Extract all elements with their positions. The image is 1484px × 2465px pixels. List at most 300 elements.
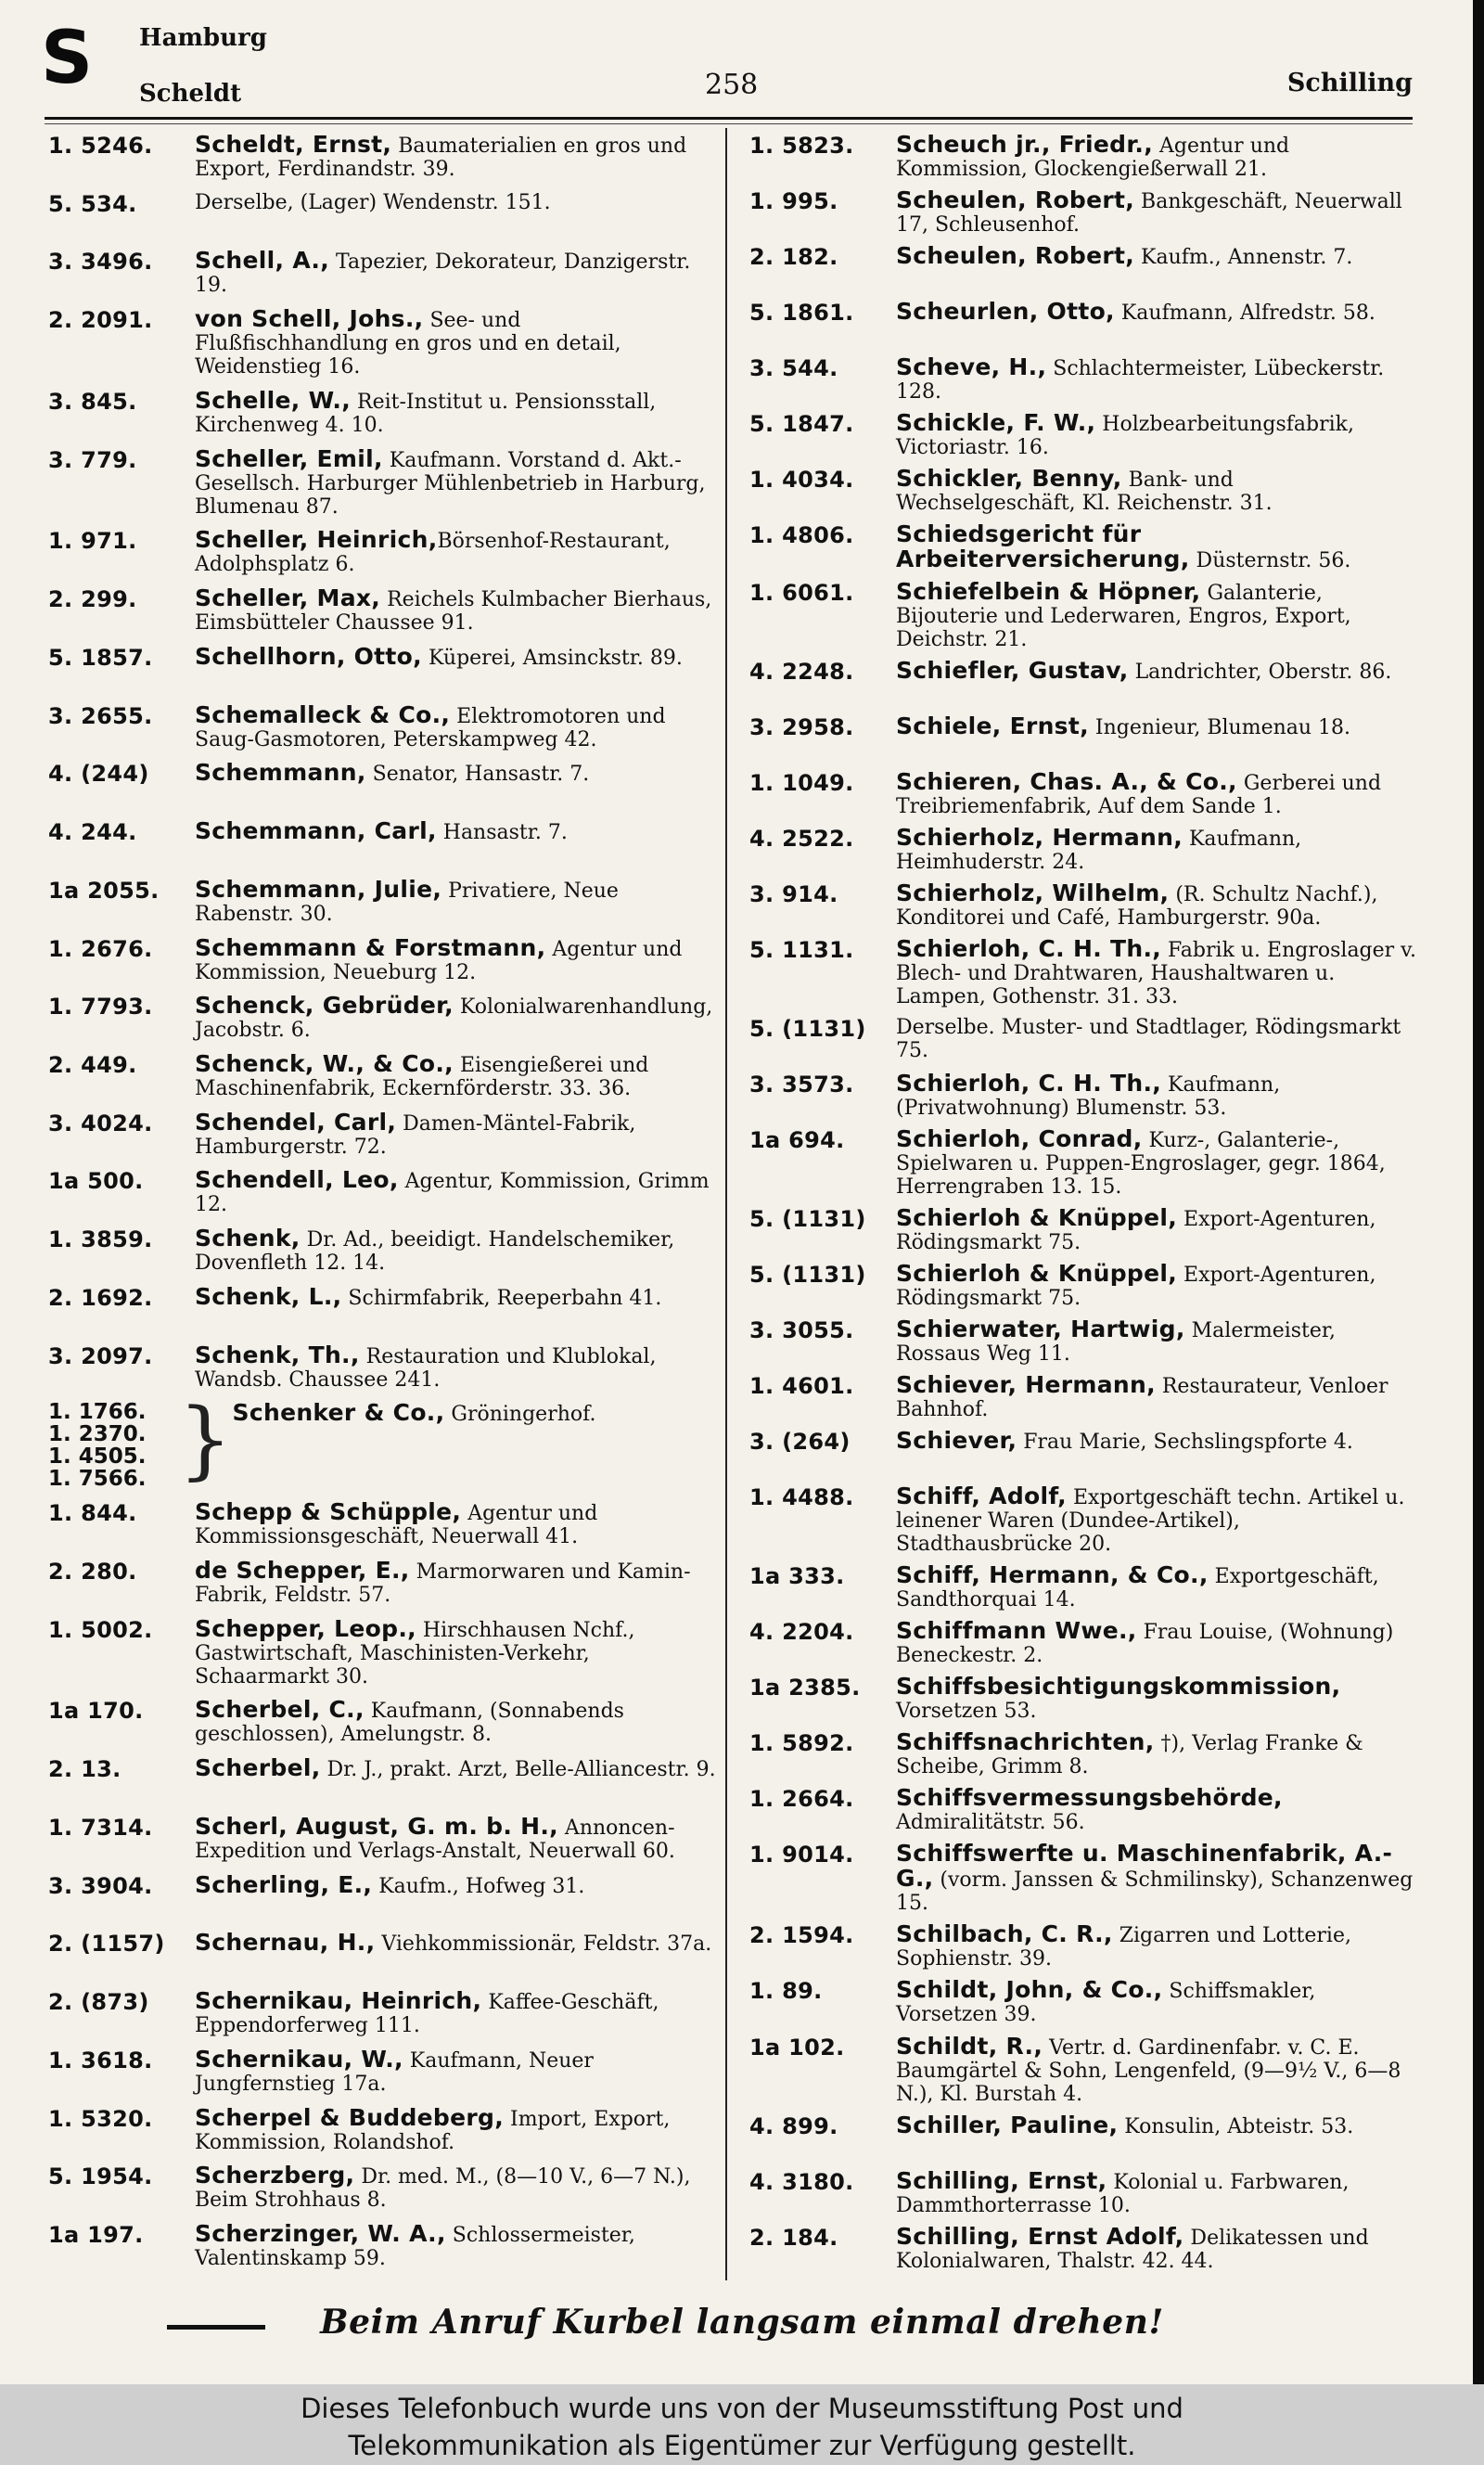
subscriber-details: Gerberei und Treibriemenfabrik, Auf dem Sande 1. [896,772,1382,819]
phone-number: 4. 2248. [749,659,854,686]
listing-entry [749,714,1417,763]
listing-text [195,1343,716,1392]
donation-caption [0,2384,1484,2465]
listing-entry [48,386,716,437]
listing-entry [749,1484,1417,1556]
listing-text [195,1108,716,1159]
subscriber-details: (R. Schultz Nachf.), Konditorei und Café, Hamburgerstr. 90a. [896,883,1378,931]
listing-entry [749,826,1417,874]
subscriber-details: Vorsetzen 53. [896,1700,1037,1724]
listing-text [195,191,716,214]
listing-entry [48,249,716,297]
listing-entry [48,1343,716,1392]
listing-text [896,937,1417,1008]
phone-number: 1. 971. [48,528,137,555]
listing-entry [749,300,1417,348]
listing-entry [48,1500,716,1548]
section-letter: S [41,17,94,100]
listing-entry [749,522,1417,572]
listing-text [195,994,716,1042]
subscriber-name: Schiffmann Wwe., [896,1617,1137,1645]
listing-entry [48,2045,716,2096]
listing-entry [48,1812,716,1863]
subscriber-name: von Schell, Johs., [195,305,424,333]
listing-text [896,1072,1417,1120]
brace-glyph: } [178,1390,233,1490]
subscriber-name: Schiff, Adolf, [896,1483,1067,1510]
subscriber-name: Schierloh, C. H. Th., [896,935,1162,963]
subscriber-details: Kaufmann, (Privatwohnung) Blumenstr. 53. [896,1073,1281,1121]
listing-text [896,188,1417,237]
listing-entry [749,1206,1417,1254]
listing-entry [749,1016,1417,1064]
subscriber-name: Schiller, Pauline, [896,2111,1119,2138]
left-column [48,133,716,2280]
phone-number: 2. 299. [48,586,137,613]
phone-number: 1a 102. [749,2034,845,2061]
phone-number: 1. 4806. [749,522,854,549]
subscriber-details: Kaufmann, Heimhuderstr. 24. [896,828,1302,875]
subscriber-details: Dr. Ad., beeidigt. Handelschemiker, Dovenfleth 12. 14. [195,1228,675,1276]
phone-number: 4. 244. [48,819,137,846]
listing-text [896,1978,1417,2026]
subscriber-details: Kaufmann, (Sonnabends geschlossen), Amelungstr. 8. [195,1700,624,1747]
listing-text [195,1698,716,1746]
subscriber-details: Schlachtermeister, Lübeckerstr. 128. [896,357,1385,404]
listing-entry [48,1226,716,1275]
phone-number: 4. 2522. [749,826,854,853]
subscriber-details: †), Verlag Franke & Scheibe, Grimm 8. [896,1732,1363,1779]
listing-text [896,2113,1417,2138]
listing-entry [749,1842,1417,1915]
phone-number: 1. 5823. [749,133,854,159]
listing-entry [48,1989,716,2037]
phone-number: 1. 1766. [48,1400,147,1425]
phone-number: 3. 2655. [48,702,153,729]
phone-number: 2. 1594. [749,1922,854,1949]
subscriber-name: Schickler, Benny, [896,465,1122,493]
subscriber-details: Malermeister, Rossaus Weg 11. [896,1319,1337,1367]
listing-entry [48,1168,716,1216]
phone-number: 1. 2664. [749,1786,854,1813]
right-catchword: Schilling [1286,69,1413,97]
subscriber-details: Tapezier, Dekorateur, Danzigerstr. 19. [195,250,691,298]
subscriber-name: Schenk, [195,1225,301,1252]
listing-entry [749,1072,1417,1120]
subscriber-name: Schemmann, Carl, [195,817,437,845]
subscriber-details: Eisengießerei und Maschinenfabrik, Eckernförderstr. 33. 36. [195,1054,649,1101]
subscriber-name: Schilling, Ernst, [896,2166,1107,2194]
listing-entry [749,467,1417,515]
listing-text [195,249,716,297]
phone-number: 1. 4601. [749,1373,854,1400]
phone-number: 4. (244) [48,761,149,788]
listing-text [233,1401,716,1426]
subscriber-details: Delikatessen und Kolonialwaren, Thalstr. 42. 44. [896,2226,1369,2273]
phone-number: 1. 6061. [749,580,854,607]
phone-number: 3. 914. [749,881,838,908]
listing-text [195,1756,716,1781]
subscriber-name: Schiffsvermessungsbehörde, [896,1784,1283,1812]
subscriber-details: Derselbe. Muster- und Stadtlager, Rödingsmarkt 75. [896,1016,1401,1063]
subscriber-name: Schemmann, Julie, [195,875,442,903]
subscriber-details: Kolonial u. Farbwaren, Dammthorterrasse 10. [896,2170,1350,2217]
listing-text [195,1282,716,1310]
listing-entry [48,191,716,239]
subscriber-details: Kaufm., Annenstr. 7. [1134,246,1353,270]
listing-text [896,881,1417,930]
phone-number: 5. 1131. [749,937,854,964]
listing-entry [48,1614,716,1688]
listing-entry [749,580,1417,651]
listing-text [896,1262,1417,1310]
subscriber-name: Scherling, E., [195,1870,373,1898]
phone-number: 1. 844. [48,1500,137,1527]
phone-number: 1. 4034. [749,467,854,494]
subscriber-details: Küperei, Amsinckstr. 89. [421,646,683,670]
subscriber-name: Schierholz, Wilhelm, [896,879,1170,907]
subscriber-name: Scherl, August, G. m. b. H., [195,1812,558,1840]
phone-number: 3. 3573. [749,1072,854,1098]
listing-text [195,1226,716,1275]
phone-number: 1a 170. [48,1698,144,1725]
subscriber-details: Agentur und Kommissionsgeschäft, Neuerwall 41. [195,1502,598,1549]
subscriber-details: Kaufmann. Vorstand d. Akt.-Gesellsch. Harburger Mühlenbetrieb in Harburg, Blumenau 87. [195,448,706,519]
phone-number: 1. 7566. [48,1467,147,1492]
subscriber-details: Reichels Kulmbacher Bierhaus, Eimsbütteler Chaussee 91. [195,588,712,636]
listing-text [195,700,716,751]
subscriber-details: Frau Marie, Sechslingspforte 4. [1017,1431,1353,1455]
listing-text [195,528,716,576]
phone-number-group [48,1401,178,1490]
subscriber-name: Schilling, Ernst Adolf, [896,2222,1184,2250]
listing-text [195,642,716,670]
listing-text [896,1842,1417,1915]
listing-entry [48,1698,716,1746]
subscriber-name: Schendell, Leo, [195,1166,399,1194]
subscriber-details: Schirmfabrik, Reeperbahn 41. [341,1286,662,1310]
listing-text [896,300,1417,325]
phone-number: 1. 2676. [48,935,153,962]
subscriber-details: Fabrik u. Engroslager v. Blech- und Drahtwaren, Haushaltwaren u. Lampen, Gothenstr. 31. 33. [896,939,1416,1009]
listing-entry [749,2032,1417,2106]
listing-entry [749,1619,1417,1667]
listing-text [195,2219,716,2270]
listing-entry [749,937,1417,1008]
subscriber-name: Schepp & Schüpple, [195,1498,462,1526]
listing-text [195,933,716,984]
listing-text [195,2045,716,2096]
subscriber-details: Ingenieur, Blumenau 18. [1088,716,1351,740]
phone-number: 1. 89. [749,1978,823,2005]
subscriber-name: Scheller, Max, [195,584,381,612]
phone-number: 5. 1954. [48,2163,153,2190]
listing-text [195,586,716,635]
subscriber-details: Zigarren und Lotterie, Sophienstr. 39. [896,1924,1351,1971]
subscriber-details: Frau Louise, (Wohnung) Beneckestr. 2. [896,1621,1394,1668]
listing-text [195,1500,716,1548]
phone-number: 3. 3904. [48,1872,153,1899]
listing-text [896,1675,1417,1723]
subscriber-name: Schierwater, Hartwig, [896,1316,1185,1343]
subscriber-details: Konsulin, Abteistr. 53. [1118,2114,1354,2138]
listing-entry [749,1563,1417,1611]
subscriber-name: Schenck, W., & Co., [195,1050,454,1078]
phone-number: 2. 449. [48,1052,137,1079]
listing-entry [749,2166,1417,2217]
subscriber-name: Schiever, Hermann, [896,1371,1156,1399]
phone-number: 1. 4505. [48,1444,147,1470]
listing-entry [749,1429,1417,1477]
listing-entry [749,1127,1417,1199]
subscriber-details: Düsternstr. 56. [1189,549,1351,573]
subscriber-name: Scheurlen, Otto, [896,298,1115,326]
listing-text [195,1812,716,1863]
subscriber-name: Schieren, Chas. A., & Co., [896,768,1237,796]
subscriber-details: Viehkommissionär, Feldstr. 37a. [375,1932,712,1957]
subscriber-name: Scherbel, [195,1754,321,1782]
phone-number: 3. 3496. [48,249,153,276]
listing-text [896,1786,1417,1834]
phone-number: 1. 1049. [749,770,854,797]
subscriber-name: Schell, A., [195,247,330,275]
subscriber-details: Restauration und Klublokal, Wandsb. Chaussee 241. [195,1344,657,1392]
phone-number: 2. 280. [48,1558,137,1585]
phone-number: 5. 1857. [48,644,153,671]
subscriber-name: Schenk, L., [195,1282,342,1310]
listing-text [896,2166,1417,2217]
subscriber-name: Schiefler, Gustav, [896,657,1129,685]
listing-entry [48,875,716,926]
subscriber-name: Schilbach, C. R., [896,1920,1113,1948]
subscriber-details: Galanterie, Bijouterie und Lederwaren, Engros, Export, Deichstr. 21. [896,582,1351,652]
phone-number: 1. 5246. [48,133,153,159]
column-divider [725,128,727,2280]
listing-entry [48,2163,716,2212]
subscriber-name: Scherbel, C., [195,1696,365,1724]
listing-text [896,2222,1417,2273]
phone-number: 2. (873) [48,1989,149,2016]
listing-text [195,2163,716,2212]
subscriber-name: Scheulen, Robert, [896,242,1135,270]
subscriber-name: Schepper, Leop., [195,1614,416,1642]
phone-number: 1. 5320. [48,2105,153,2132]
listing-text [896,1922,1417,1971]
listing-entry [48,1108,716,1159]
subscriber-details: Bankgeschäft, Neuerwall 17, Schleusenhof. [896,190,1402,238]
header-rule-thin [45,123,1413,124]
subscriber-name: Scherzinger, W. A., [195,2219,446,2247]
listing-entry [749,770,1417,818]
subscriber-name: Scheuch jr., Friedr., [896,131,1154,158]
subscriber-details: Restaurateur, Venloer Bahnhof. [896,1375,1388,1422]
listing-entry [749,1786,1417,1834]
phone-number: 5. (1131) [749,1206,866,1233]
subscriber-name: Schiffsbesichtigungskommission, [896,1673,1341,1701]
subscriber-name: Schemmann & Forstmann, [195,933,546,961]
subscriber-name: Schemalleck & Co., [195,700,451,728]
phone-number: 1a 2385. [749,1675,861,1701]
listing-text [195,1168,716,1216]
phone-number: 3. (264) [749,1429,851,1456]
listing-entry [48,1931,716,1979]
listing-text [896,659,1417,684]
listing-text [195,307,716,379]
subscriber-name: Schiedsgericht für Arbeiterversicherung, [896,520,1190,573]
subscriber-name: Schiffswerfte u. Maschinenfabrik, A.-G., [896,1840,1393,1893]
listing-entry [749,1978,1417,2026]
phone-number: 1. 7314. [48,1814,153,1841]
listing-text [896,1619,1417,1667]
phone-number: 1. 3618. [48,2047,153,2073]
listing-entry [48,819,716,867]
phone-number: 5. 534. [48,190,137,217]
listing-entry [48,133,716,181]
phone-number: 3. 3055. [749,1317,854,1344]
phone-number: 2. 184. [749,2224,838,2251]
phone-number: 2. 182. [749,244,838,271]
listing-text [195,1931,716,1956]
phone-number: 1. 7793. [48,994,153,1021]
subscriber-details: Agentur, Kommission, Grimm 12. [195,1170,710,1217]
subscriber-name: Schiff, Hermann, & Co., [896,1561,1209,1589]
listing-text [195,761,716,786]
listing-text [896,1317,1417,1366]
listing-text [896,1206,1417,1254]
listing-entry [48,1052,716,1100]
listing-entry [749,411,1417,459]
left-catchword: Scheldt [139,80,242,108]
phone-number: 5. (1131) [749,1262,866,1289]
subscriber-details: Import, Export, Kommission, Rolandshof. [195,2107,671,2154]
subscriber-details: Hansastr. 7. [436,821,568,845]
subscriber-name: Schenker & Co., [232,1399,445,1427]
listing-entry [749,188,1417,237]
subscriber-details: Hirschhausen Nchf., Gastwirtschaft, Maschinisten-Verkehr, Schaarmarkt 30. [195,1618,635,1688]
listing-text [896,1127,1417,1199]
subscriber-details: Derselbe, (Lager) Wendenstr. 151. [195,190,551,214]
phone-number: 2. (1157) [48,1931,165,1958]
phone-number: 3. 2958. [749,714,854,741]
subscriber-details: Börsenhof-Restaurant, Adolphsplatz 6. [195,530,671,577]
subscriber-name: Schiffsnachrichten, [896,1728,1155,1756]
subscriber-name: Schernau, H., [195,1929,376,1957]
subscriber-details: Elektromotoren und Saug-Gasmotoren, Peterskampweg 42. [195,704,666,751]
subscriber-details: Landrichter, Oberstr. 86. [1128,661,1392,685]
subscriber-details: Marmorwaren und Kamin-Fabrik, Feldstr. 57. [195,1560,691,1607]
listing-entry [48,994,716,1042]
listing-text [195,1614,716,1688]
subscriber-name: Scheldt, Ernst, [195,131,392,158]
listing-entry [48,586,716,635]
subscriber-name: Schernikau, Heinrich, [195,1987,482,2015]
subscriber-details: Holzbearbeitungsfabrik, Victoriastr. 16. [896,413,1355,460]
listing-entry [48,1390,716,1492]
subscriber-name: Scheulen, Robert, [896,186,1135,214]
listing-entry [48,1870,716,1921]
subscriber-details: Baumaterialien en gros und Export, Ferdinandstr. 39. [195,135,687,181]
listing-text [195,444,716,519]
page-number: 258 [705,69,759,101]
phone-number: 4. 899. [749,2112,838,2139]
listing-entry [48,2103,716,2154]
subscriber-details: Gröningerhof. [444,1403,596,1427]
listing-entry [48,933,716,984]
phone-number: 3. 845. [48,388,137,415]
listing-entry [749,355,1417,404]
listing-text [896,770,1417,818]
subscriber-name: Schemmann, [195,759,366,787]
listing-text [896,467,1417,515]
phone-number: 2. 2091. [48,307,153,334]
listing-entry [749,1373,1417,1421]
caption-line-2: Telekommunikation als Eigentümer zur Verfügung gestellt. [348,2430,1136,2461]
subscriber-name: Schierholz, Hermann, [896,824,1183,852]
listing-text [896,2032,1417,2106]
subscriber-details: Dr. med. M., (8—10 V., 6—7 N.), Beim Strohhaus 8. [195,2165,691,2213]
subscriber-details: (vorm. Janssen & Schmilinsky), Schanzenweg 15. [896,1868,1414,1916]
listing-text [195,1989,716,2037]
phone-number: 1a 500. [48,1168,144,1195]
phone-number: 5. 1847. [749,411,854,438]
listing-text [896,1373,1417,1421]
subscriber-name: Schiele, Ernst, [896,713,1089,740]
listing-text [896,714,1417,739]
subscriber-details: Kurz-, Galanterie-, Spielwaren u. Puppen-Engroslager, gegr. 1864, Herrengraben 13. 15. [896,1129,1386,1200]
listing-entry [749,1262,1417,1310]
subscriber-details: Schlossermeister, Valentinskamp 59. [195,2223,635,2270]
subscriber-details: Exportgeschäft techn. Artikel u. leinener Waren (Dundee-Artikel), Stadthausbrücke 20. [896,1486,1405,1557]
subscriber-name: Schendel, Carl, [195,1108,397,1136]
listing-entry [48,1556,716,1607]
subscriber-name: Scheller, Heinrich, [195,526,438,554]
listing-entry [749,1317,1417,1366]
phone-number: 1a 694. [749,1127,845,1154]
listing-entry [48,642,716,693]
listing-text [896,133,1417,181]
phone-number: 1. 3859. [48,1226,153,1253]
listing-text [896,1429,1417,1454]
subscriber-name: Schelle, W., [195,386,352,414]
listing-text [896,1484,1417,1556]
listing-text [896,355,1417,404]
listing-entry [48,1282,716,1333]
subscriber-details: Exportgeschäft, Sandthorquai 14. [896,1565,1379,1612]
listing-entry [749,244,1417,292]
subscriber-name: de Schepper, E., [195,1556,410,1584]
listing-text [195,1870,716,1898]
subscriber-name: Schickle, F. W., [896,409,1096,437]
subscriber-details: See- und Flußfischhandlung en gros und en detail, Weidenstieg 16. [195,309,621,379]
listing-entry [749,2113,1417,2162]
subscriber-name: Schierloh, C. H. Th., [896,1070,1162,1098]
subscriber-name: Schildt, R., [896,2032,1043,2060]
subscriber-name: Schierloh & Knüppel, [896,1204,1178,1232]
subscriber-details: Kaufmann, Alfredstr. 58. [1114,302,1375,326]
listing-entry [749,1922,1417,1971]
listing-text [896,244,1417,269]
phone-number: 1. 5892. [749,1730,854,1757]
listing-entry [48,528,716,576]
subscriber-details: Vertr. d. Gardinenfabr. v. C. E. Baumgärtel & Sohn, Lengenfeld, (9—9½ V., 6—8 N.), Kl. Burstah 4. [896,2035,1401,2106]
subscriber-details: Kaufmann, Neuer Jungfernstieg 17a. [195,2048,594,2096]
listing-text [195,2103,716,2154]
subscriber-details: Bank- und Wechselgeschäft, Kl. Reichenstr. 31. [896,469,1273,516]
listing-entry [48,1756,716,1804]
subscriber-name: Schiever, [896,1427,1017,1455]
phone-number: 1. 9014. [749,1842,854,1868]
listing-entry [749,2222,1417,2273]
